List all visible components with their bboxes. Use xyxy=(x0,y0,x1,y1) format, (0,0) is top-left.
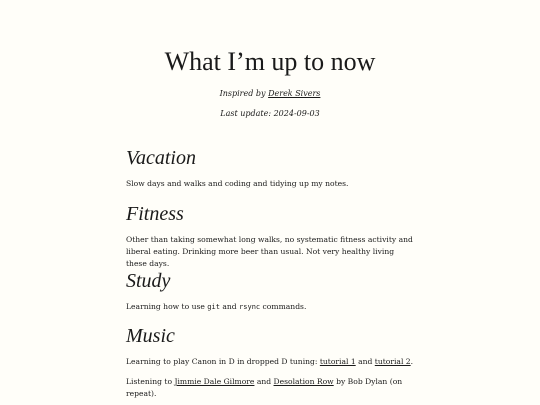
last-update: Last update: 2024-09-03 xyxy=(220,109,320,118)
git-code: git xyxy=(207,303,220,311)
music-p1-before: Learning to play Canon in D in dropped D tuning: xyxy=(126,357,320,366)
fitness-text: Other than taking somewhat long walks, no systematic fitness activity and liberal eating. Drinking more beer than usual. Not very healthy living these days. xyxy=(126,235,413,268)
music-text-1 xyxy=(126,356,416,368)
study-text xyxy=(126,301,416,313)
inspired-line xyxy=(0,88,540,100)
music-p2-mid: and xyxy=(254,377,274,386)
jimmie-dale-gilmore-link[interactable]: Jimmie Dale Gilmore xyxy=(174,377,255,386)
vacation-text: Slow days and walks and coding and tidying up my notes. xyxy=(126,179,349,188)
tutorial-1-link[interactable]: tutorial 1 xyxy=(319,357,356,366)
study-heading: Study xyxy=(126,270,171,292)
inspired-prefix: Inspired by xyxy=(219,89,269,98)
section-fitness xyxy=(126,202,416,270)
music-p2-before: Listening to xyxy=(126,377,175,386)
rsync-code: rsync xyxy=(239,303,261,311)
study-text-after: commands. xyxy=(260,302,307,311)
music-p1-mid: and xyxy=(355,357,375,366)
desolation-row-link[interactable]: Desolation Row xyxy=(273,377,334,386)
section-vacation xyxy=(126,146,416,190)
music-p1-after: . xyxy=(410,357,414,366)
derek-sivers-link[interactable]: Derek Sivers xyxy=(268,89,321,98)
section-music xyxy=(126,324,416,400)
fitness-heading: Fitness xyxy=(126,203,184,225)
music-heading: Music xyxy=(126,325,175,347)
page-title: What I’m up to now xyxy=(164,47,376,76)
music-p2-after: by Bob Dylan (on repeat). xyxy=(126,377,403,398)
study-text-before: Learning how to use xyxy=(126,302,208,311)
study-text-mid: and xyxy=(219,302,240,311)
section-study xyxy=(126,269,416,313)
vacation-heading: Vacation xyxy=(126,147,196,169)
music-text-2 xyxy=(126,376,416,400)
tutorial-2-link[interactable]: tutorial 2 xyxy=(374,357,411,366)
